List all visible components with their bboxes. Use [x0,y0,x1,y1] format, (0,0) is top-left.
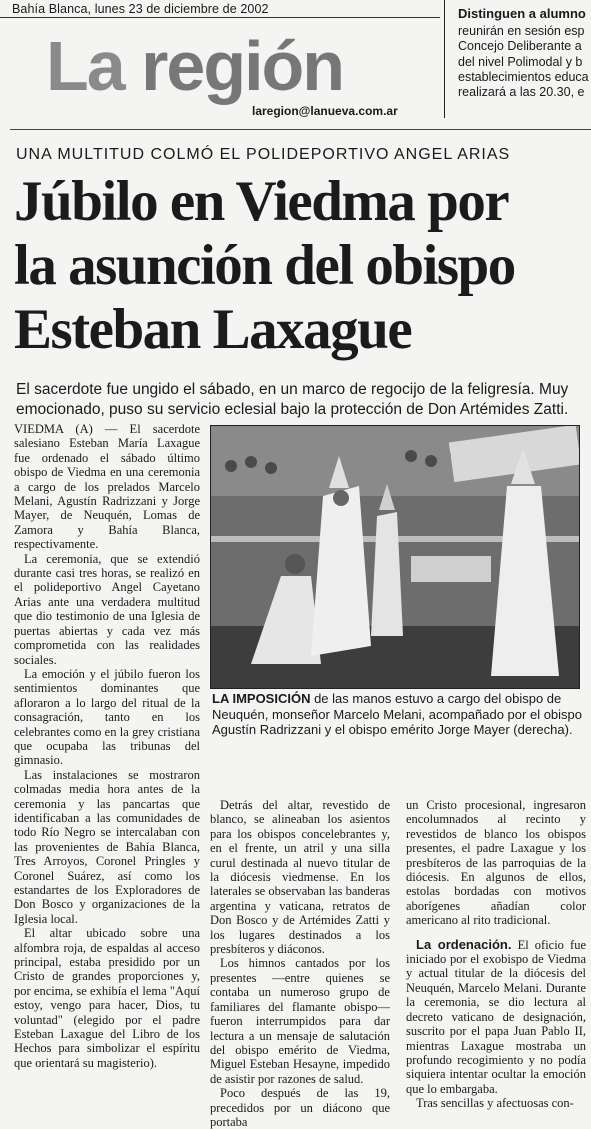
sidebar-line: del nivel Polimodal y b [458,54,583,69]
paragraph: VIEDMA (A) — El sacerdote salesiano Esteban María Laxague fue ordenado el sábado último obispo de Viedma en una ceremonia a cargo de los prelados Marcelo Melani, Agustín Radrizzani y Jorge Mayer, de Neuquén, Lomas de Zamora y Bahía Blanca, respectivamente. [14,422,200,552]
paragraph: Tras sencillas y afectuosas con- [416,1096,574,1111]
article-kicker: UNA MULTITUD COLMÓ EL POLIDEPORTIVO ANGEL ARIAS [16,146,511,163]
subhead: La ordenación. [416,936,512,952]
paragraph: Los himnos cantados por los presentes —entre quienes se contaba un numeroso grupo de familiares del flamante obispo— fueron interrumpidos para dar lectura a un mensaje de salutación del obispo emérito de Viedma, Miguel Esteban Hesayne, impedido de asistir por razones de salud. [210,956,390,1086]
masthead-logo [46,26,343,106]
sidebar-line: establecimientos educa [458,69,589,84]
photo-caption [212,691,584,738]
article-column-3 [406,798,586,1111]
dateline: Bahía Blanca, lunes 23 de diciembre de 2002 [12,2,269,16]
article-column-2 [210,798,390,1129]
section-rule [10,129,591,130]
sidebar-line: reunirán en sesión esp [458,24,585,38]
headline-line: la asunción del obispo [14,234,515,297]
headline-line: Esteban Laxague [14,298,412,361]
paragraph: El altar ubicado sobre una alfombra roja, de espaldas al acceso principal, estaba presidido por un Cristo de grandes proporciones y, por encima, se exhibía el lema "Aquí estoy, vengo para hacer, Dios, tu voluntad" (elegido por el padre Esteban Laxague del Libro de los Hechos para simbolizar el espíritu que orientará su magisterio). [14,926,200,1070]
article-photo [210,425,580,689]
article-headline [14,170,591,362]
paragraph: Poco después de las 19, precedidos por un diácono que portaba [210,1086,390,1129]
paragraph: La emoción y el júbilo fueron los sentimientos dominantes que afloraron a lo largo del ritual de la consagración, tanto en los celebrantes como en la grey cristiana que ocupaba las tribunas del gimnasio. [14,666,200,768]
paragraph: un Cristo procesional, ingresaron encolumnados al recinto y revestidos de blanco los obispos presentes, el padre Laxague y los presbíteros de las parroquias de la diócesis. En algunos de ellos, estolas bordadas con motivos aborígenes añadían color americano al rito tradicional. [406,798,586,928]
paragraph: Detrás del altar, revestido de blanco, se alineaban los asientos para los obispos concelebrantes y, en el frente, un atril y una silla curul destinada al nuevo titular de la diócesis viedmense. En los laterales se observaban las banderas argentina y vaticana, retratos de Don Bosco y de Artémides Zatti y los lugares destinados a los presbíteros y diáconos. [210,798,390,957]
paragraph [406,938,586,1096]
article-deck: El sacerdote fue ungido el sábado, en un marco de regocijo de la feligresía. Muy emocionado, puso su servicio eclesial bajo la protección de Don Artémides Zatti. [16,381,569,418]
masthead-region: región [141,27,344,105]
headline-line: Júbilo en Viedma por [14,170,509,233]
sidebar-line: Concejo Deliberante a [458,39,582,54]
article-column-1 [14,422,200,1070]
sidebar-text [458,24,591,100]
sidebar-line: realizará a las 20.30, e [458,85,585,100]
caption-lead: LA IMPOSICIÓN [212,691,311,706]
paragraph: La ceremonia, que se extendió durante casi tres horas, se realizó en el polideportivo Angel Cayetano Arias ante una verdadera multitud que dio testimonio de una Iglesia de puertas abiertas y cada vez más comprometida con las realidades sociales. [14,551,200,667]
paragraph-text: El oficio fue iniciado por el exobispo de Viedma y actual titular de la diócesis del Neuquén, Marcelo Melani. Durante la ceremonia, se dio lectura al decreto vaticano de designación, suscrito por el papa Juan Pablo II, mientras Laxague mostraba un profundo recogimiento y no podía siquiera intentar ocultar la emoción que lo embargaba. [406,937,586,1096]
sidebar-title: Distinguen a alumno [458,6,586,21]
paragraph: Las instalaciones se mostraron colmadas media hora antes de la ceremonia y las pancartas que identificaban a las comunidades de todo Río Negro se intercalaban con las provenientes de Bahía Blanca, Tres Arroyos, Coronel Pringles y Coronel Suárez, así como los estandartes de los Exploradores de Don Bosco y organizaciones de la Iglesia local. [14,767,200,926]
caption-text: de las manos estuvo a cargo del obispo de Neuquén, monseñor Marcelo Melani, acompañado por el obispo Agustín Radrizzani y el obispo emérito Jorge Mayer (derecha). [212,691,582,738]
masthead-email: laregion@lanueva.com.ar [252,104,398,118]
masthead-la: La [46,27,142,105]
photo-illustration [211,426,579,688]
top-rule [0,17,440,18]
